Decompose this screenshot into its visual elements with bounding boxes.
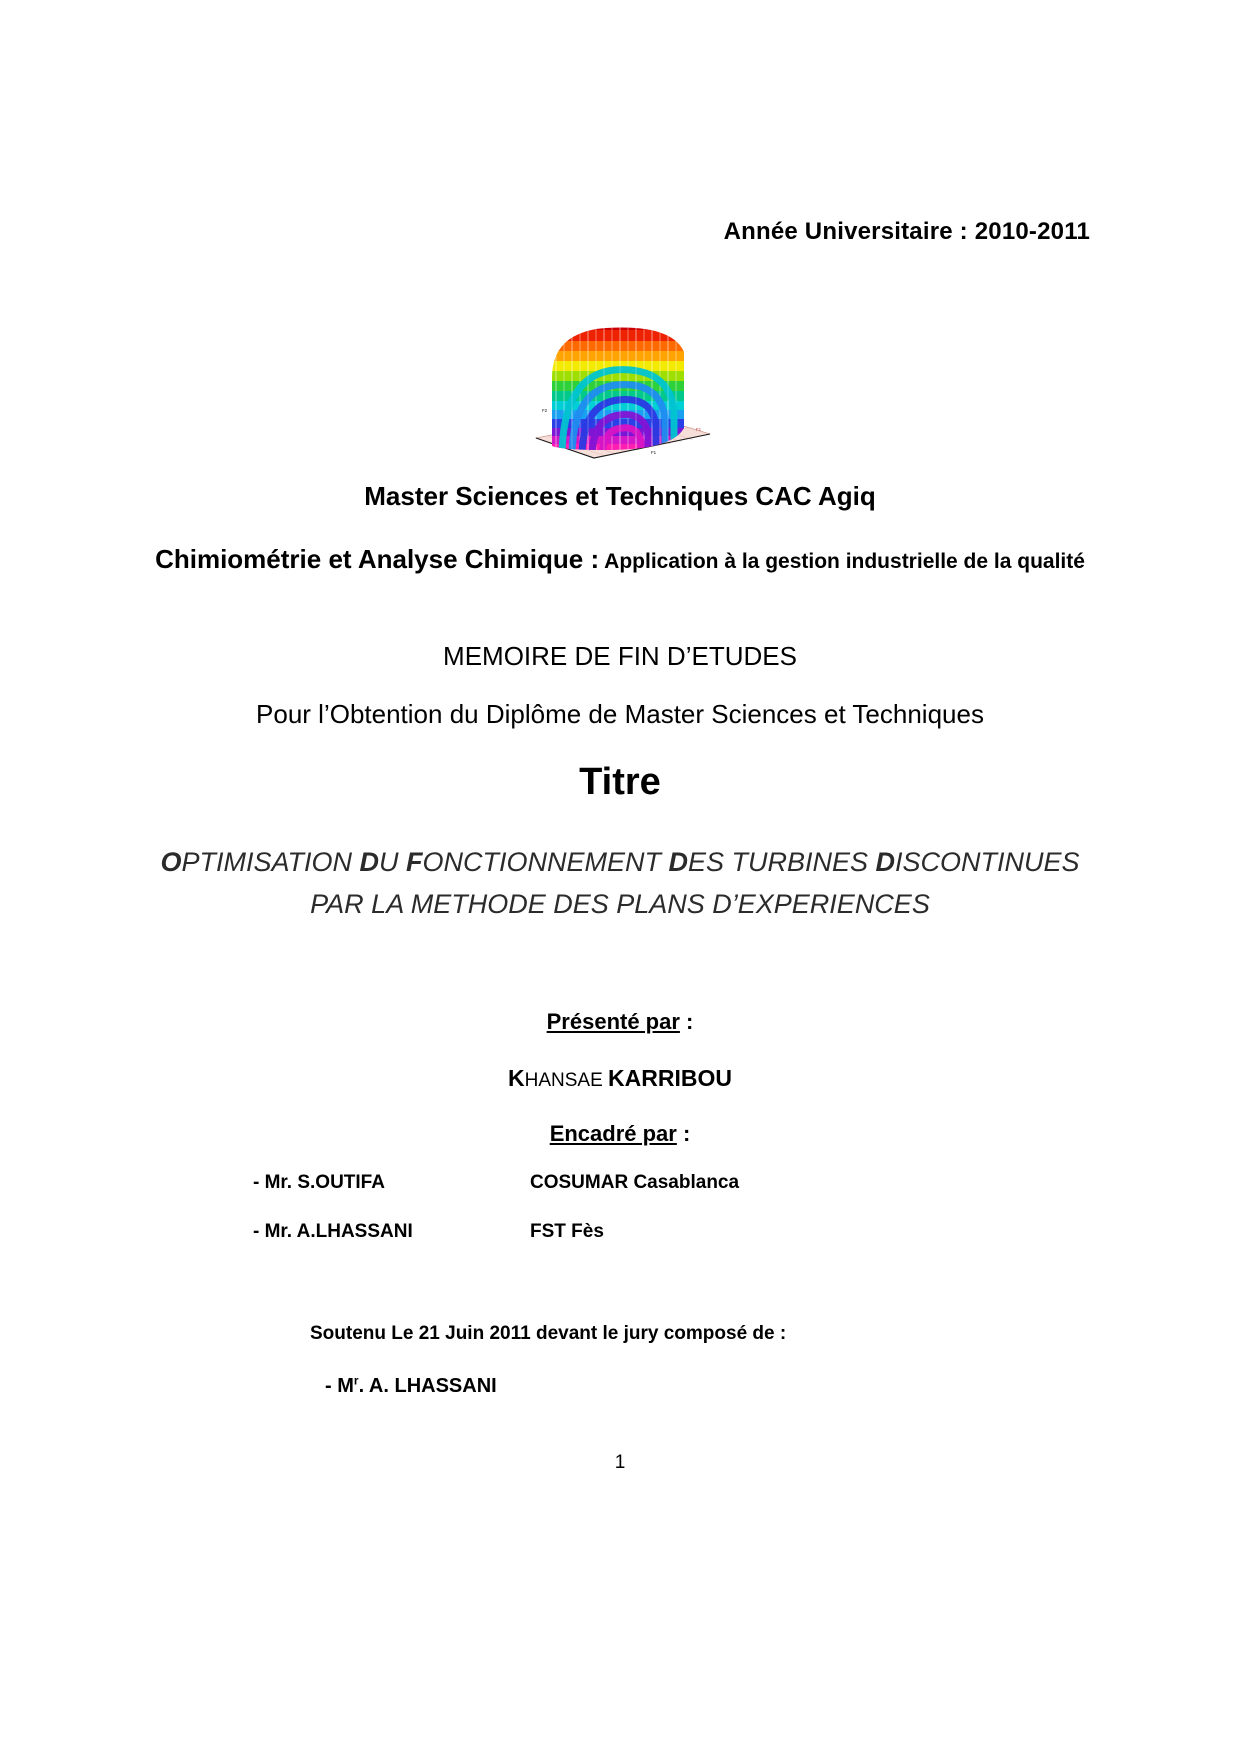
subject-cap-o: O: [160, 847, 182, 877]
presented-by-heading: [0, 1008, 1240, 1037]
thesis-subject: [0, 842, 1240, 926]
axis-label-f1-depth: F1: [696, 427, 702, 432]
specialty-sub: Application à la gestion industrielle de la qualité: [599, 550, 1085, 573]
subject-cap-f: F: [405, 847, 423, 877]
jury-suffix: . A. LHASSANI: [358, 1375, 497, 1397]
subject-line-2: PAR LA METHODE DES PLANS D’EXPERIENCES: [310, 888, 930, 919]
degree-purpose: Pour l’Obtention du Diplôme de Master Sciences et Techniques: [256, 699, 984, 729]
subject-seg-1: PTIMISATION: [181, 847, 360, 877]
subject-cap-d1: D: [359, 847, 379, 877]
author-initial: K: [508, 1065, 525, 1091]
author-firstname: HANSAE: [524, 1070, 603, 1091]
jury-prefix: - M: [325, 1375, 354, 1397]
author-surname: KARRIBOU: [608, 1065, 732, 1091]
axis-label-f1: F1: [651, 450, 657, 455]
jury-member: [0, 1373, 1240, 1399]
surface-plot-svg: [522, 318, 718, 463]
author-name: [0, 1064, 1240, 1094]
supervisor-name: - Mr. A.LHASSANI: [253, 1221, 413, 1242]
subject-seg-2: U: [378, 847, 406, 877]
supervisors-table: [0, 1172, 1240, 1270]
subject-cap-d2: D: [668, 847, 688, 877]
supervisor-row: [0, 1172, 1240, 1194]
supervised-by-label: Encadré par: [549, 1121, 677, 1146]
program-title: Master Sciences et Techniques CAC Agiq: [364, 481, 876, 511]
titre-heading: Titre: [579, 761, 661, 803]
document-type: MEMOIRE DE FIN D’ETUDES: [443, 641, 797, 671]
supervised-by-colon: :: [676, 1121, 691, 1146]
supervisor-row: [0, 1221, 1240, 1243]
supervised-by-heading: [0, 1120, 1240, 1149]
defense-date-line: Soutenu Le 21 Juin 2011 devant le jury composé de :: [310, 1323, 787, 1344]
response-surface: [544, 318, 694, 458]
jury-superscript: r: [353, 1373, 359, 1388]
specialty-main: Chimiométrie et Analyse Chimique :: [155, 544, 600, 574]
specialty-line: [0, 543, 1240, 577]
subject-seg-4: ES TURBINES: [687, 847, 876, 877]
figure-container: [0, 318, 1240, 468]
page-number: 1: [614, 1452, 626, 1473]
surface-plot-figure: [522, 318, 718, 463]
supervisor-organization: COSUMAR Casablanca: [530, 1172, 740, 1193]
subject-seg-3: ONCTIONNEMENT: [422, 847, 669, 877]
supervisor-name: - Mr. S.OUTIFA: [253, 1172, 385, 1193]
presented-by-colon: :: [679, 1009, 694, 1034]
subject-cap-d3: D: [875, 847, 896, 877]
subject-seg-5: ISCONTINUES: [895, 847, 1080, 877]
presented-by-label: Présenté par: [546, 1009, 680, 1034]
academic-year-header: Année Universitaire : 2010-2011: [723, 218, 1090, 245]
supervisor-organization: FST Fès: [530, 1221, 604, 1242]
axis-label-f2: F2: [542, 408, 548, 413]
